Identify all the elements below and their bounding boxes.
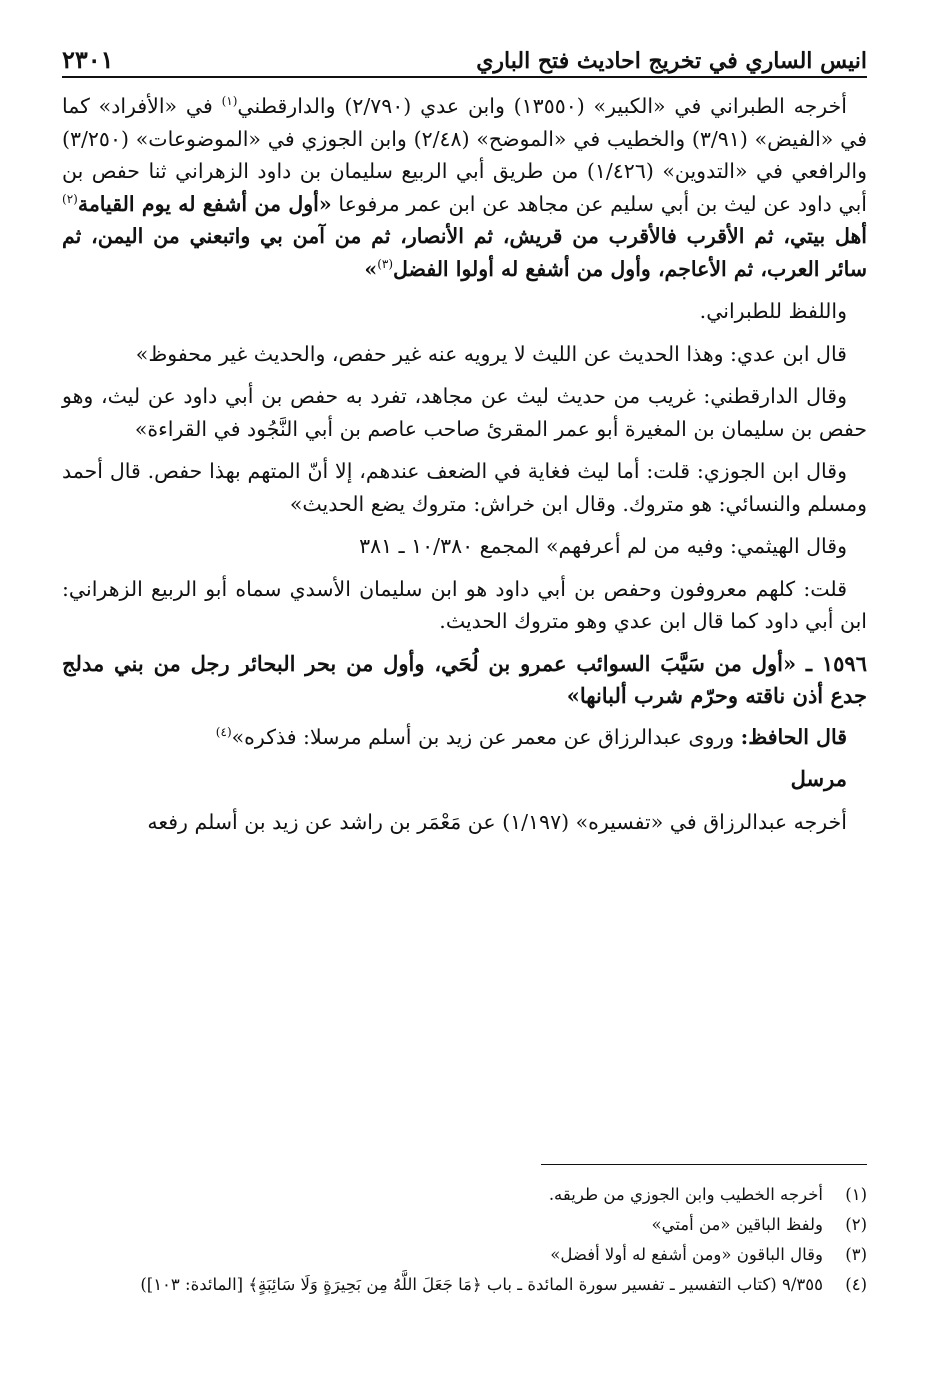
book-title: انيس الساري في تخريج احاديث فتح الباري — [476, 48, 867, 74]
paragraph: وقال الدارقطني: غريب من حديث ليث عن مجاهد، تفرد به حفص بن أبي داود عن ليث، وهو حفص بن سليمان بن المغيرة أبو عمر المقرئ صاحب عاصم بن أبي النَّجُود في القراءة» — [62, 384, 867, 441]
footnote-number: (٣) — [845, 1245, 867, 1264]
paragraph: قال ابن عدي: وهذا الحديث عن الليث لا يرويه عنه غير حفص، والحديث غير محفوظ» — [135, 341, 847, 366]
hadith-text: أهل بيتي، ثم الأقرب فالأقرب من قريش، ثم الأنصار، ثم من آمن بي واتبعني من اليمن، ثم سائر العرب، ثم الأعاجم، وأول من أشفع له أولوا الفضل — [62, 224, 867, 281]
page-number: ٢٣٠١ — [62, 45, 114, 74]
takhrij-paragraph — [62, 90, 867, 285]
paragraph: وقال ابن الجوزي: قلت: أما ليث فغاية في الضعف عندهم، إلا أنّ المتهم بهذا حفص. قال أحمد ومسلم والنسائي: هو متروك. وقال ابن خراش: متروك يضع الحديث» — [62, 459, 867, 516]
running-header — [62, 36, 867, 78]
hafiz-label: قال الحافظ: — [740, 724, 847, 749]
footnote-number: (٢) — [845, 1215, 867, 1234]
footnote-text: وقال الباقون «ومن أشفع له أولا أفضل» — [550, 1245, 823, 1264]
footnote-ref: (٣) — [377, 256, 394, 271]
footnote-number: (١) — [845, 1185, 867, 1204]
footnote — [62, 1210, 867, 1240]
footnote-text: أخرجه الخطيب وابن الجوزي من طريقه. — [548, 1185, 823, 1204]
text-run: أخرجه الطبراني في «الكبير» (١٣٥٥٠) وابن عدي (٢/٧٩٠) والدارقطني — [237, 94, 847, 118]
footnote-ref: (١) — [221, 94, 238, 109]
footnote — [62, 1270, 867, 1300]
paragraph: واللفظ للطبراني. — [699, 299, 847, 323]
footnote — [62, 1240, 867, 1270]
text-run: وروى عبدالرزاق عن معمر عن زيد بن أسلم مرسلا: فذكره» — [231, 724, 741, 749]
main-text — [62, 90, 867, 838]
hadith-text: » — [364, 256, 378, 281]
paragraph: وقال الهيثمي: وفيه من لم أعرفهم» المجمع ١٠/٣٨٠ ـ ٣٨١ — [359, 534, 847, 558]
hadith-text: «أول من أشفع له يوم القيامة — [77, 191, 332, 216]
grade-label: مرسل — [790, 766, 847, 791]
footnote-ref: (٤) — [215, 724, 232, 739]
text-run: في «الأفراد» كما في «الفيض» (٣/٩١) والخطيب في «الموضح» (٢/٤٨) وابن الجوزي في «الموضوعات» (٣/٢٥٠) والرافعي في «التدوين» (١/٤٢٦) من طريق أبي الربيع سليمان بن داود الزهراني ثنا حفص بن أبي داود عن ليث بن أبي سليم عن مجاهد عن ابن عمر مرفوعا — [62, 94, 868, 216]
footnote-ref: (٢) — [62, 191, 78, 206]
paragraph: أخرجه عبدالرزاق في «تفسيره» (١/١٩٧) عن مَعْمَر بن راشد عن زيد بن أسلم رفعه — [147, 809, 847, 834]
footnote-number: (٤) — [845, 1275, 867, 1294]
footnote — [62, 1180, 867, 1210]
page — [62, 36, 867, 1364]
hadith-text: ١٥٩٦ ـ «أول من سَيَّبَ السوائب عمرو بن لُحَي، وأول من بحر البحائر رجل من بني مدلج جدع أذن ناقته وحرّم شرب ألبانها» — [62, 650, 867, 708]
hadith-heading — [62, 648, 867, 713]
hafiz-paragraph — [62, 721, 867, 754]
footnote-divider — [541, 1164, 867, 1165]
paragraph: قلت: كلهم معروفون وحفص بن أبي داود هو ابن سليمان الأسدي سماه أبو الربيع الزهراني: ابن أبي داود كما قال ابن عدي وهو متروك الحديث. — [62, 576, 867, 633]
footnotes — [62, 1180, 867, 1300]
footnote-text: ولفظ الباقين «من أمتي» — [651, 1215, 823, 1234]
footnote-text: ٩/٣٥٥ (كتاب التفسير ـ تفسير سورة المائدة ـ باب ﴿مَا جَعَلَ اللَّهُ مِن بَحِيرَةٍ وَلَا سَائِبَةٍ﴾ [المائدة: ١٠٣]) — [140, 1275, 823, 1294]
